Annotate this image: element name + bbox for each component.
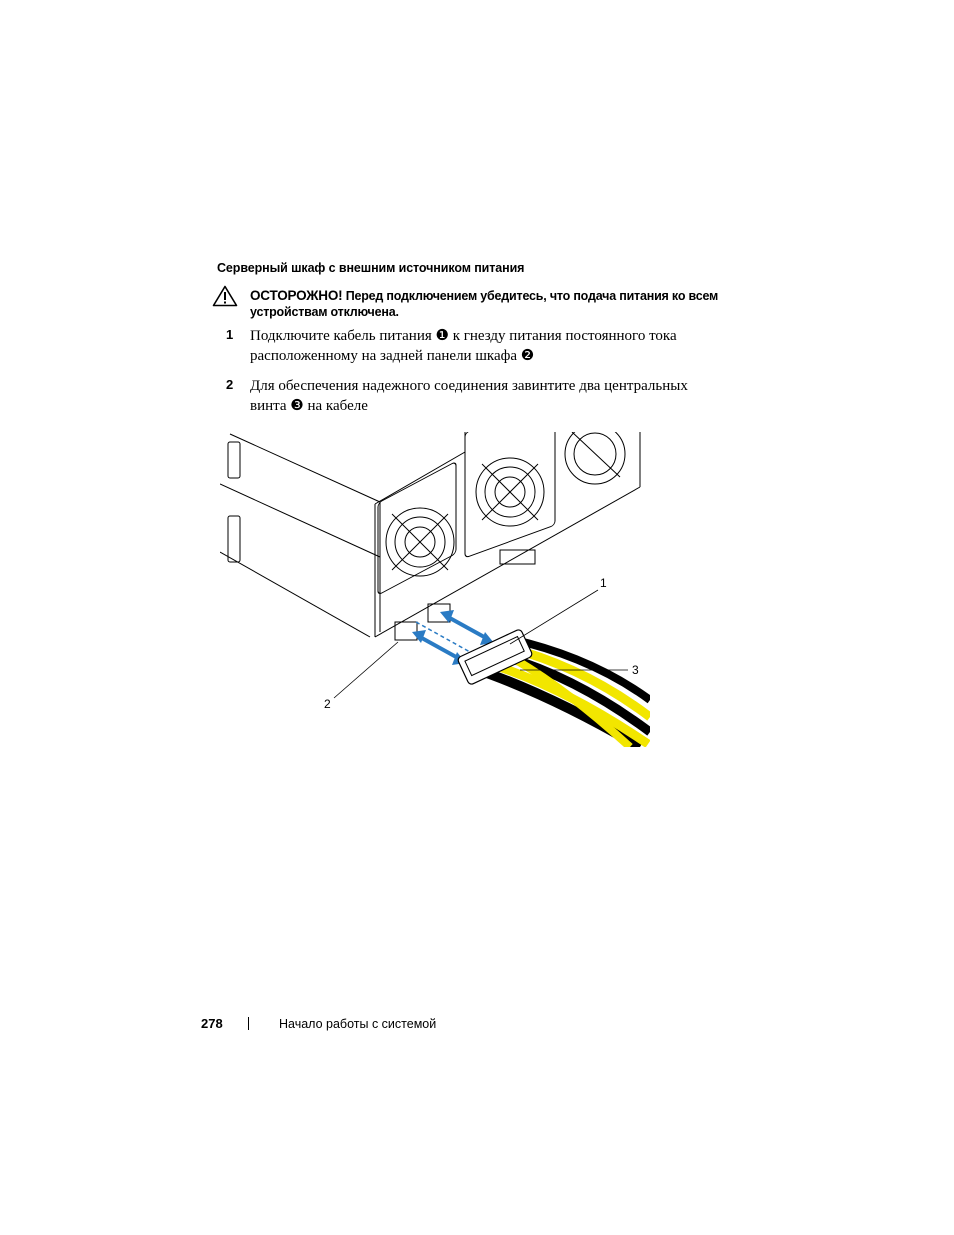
step-item	[226, 326, 706, 366]
step-item	[226, 376, 706, 416]
step-list	[226, 326, 706, 426]
footer-title: Начало работы с системой	[279, 1017, 437, 1031]
page-number: 278	[201, 1016, 223, 1031]
caution-body: Перед подключением убедитесь, что подача питания ко всем устройствам отключена.	[250, 289, 719, 319]
power-cable	[457, 629, 650, 747]
warning-triangle-icon	[212, 285, 238, 307]
power-connection-illustration	[220, 432, 650, 747]
footer-divider	[248, 1017, 249, 1030]
step-number: 1	[226, 327, 234, 342]
caution-label: ОСТОРОЖНО!	[250, 288, 343, 303]
callout-3: 3	[632, 663, 639, 677]
step-text: Подключите кабель питания ❶ к гнезду питания постоянного тока расположенному на задней панели шкафа ❷	[250, 328, 677, 364]
caution-text	[250, 288, 730, 320]
section-title: Серверный шкаф с внешним источником питания	[217, 261, 525, 275]
fan-module	[378, 462, 456, 595]
fan-grille-icon	[386, 432, 625, 576]
step-text: Для обеспечения надежного соединения завинтите два центральных винта ❸ на кабеле	[250, 378, 688, 414]
callout-2: 2	[324, 697, 331, 711]
callout-1: 1	[600, 576, 607, 590]
step-number: 2	[226, 377, 234, 392]
